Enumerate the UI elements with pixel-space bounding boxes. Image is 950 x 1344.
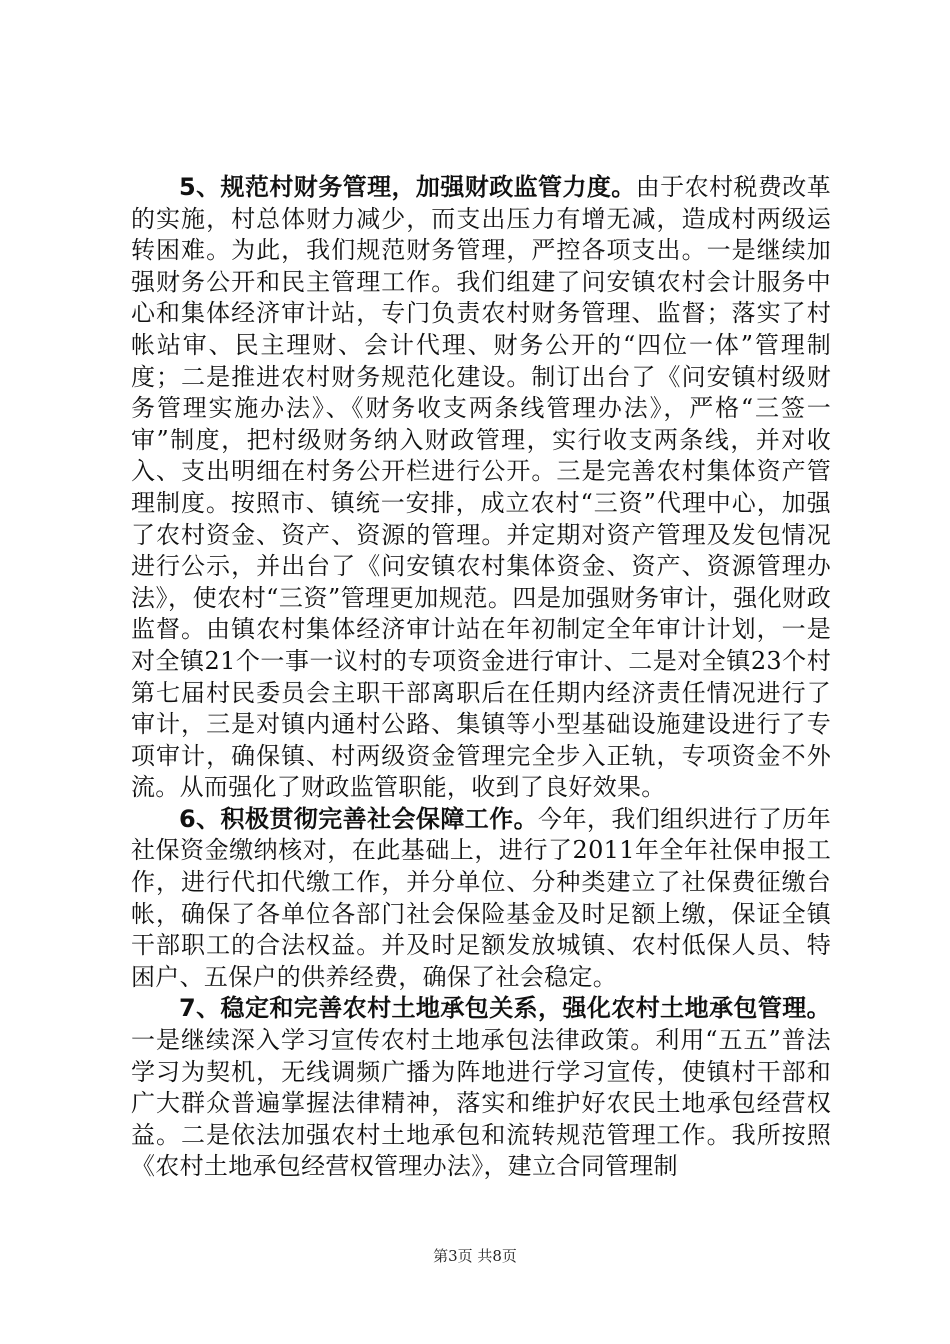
- paragraph-finance-management: [131, 172, 831, 804]
- paragraph-heading: 6、积极贯彻完善社会保障工作。: [179, 804, 539, 833]
- paragraph-text: 由于农村税费改革的实施，村总体财力减少，而支出压力有增无减，造成村两级运转困难。为此，我们规范财务管理，严控各项支出。一是继续加强财务公开和民主管理工作。我们组建了问安镇农村会计服务中心和集体经济审计站，专门负责农村财务管理、监督；落实了村帐站审、民主理财、会计代理、财务公开的“四位一体”管理制度；二是推进农村财务规范化建设。制订出台了《问安镇村级财务管理实施办法》、《财务收支两条线管理办法》，严格“三签一审”制度，把村级财务纳入财政管理，实行收支两条线，并对收入、支出明细在村务公开栏进行公开。三是完善农村集体资产管理制度。按照市、镇统一安排，成立农村“三资”代理中心，加强了农村资金、资产、资源的管理。并定期对资产管理及发包情况进行公示，并出台了《问安镇农村集体资金、资产、资源管理办法》，使农村“三资”管理更加规范。四是加强财务审计，强化财政监督。由镇农村集体经济审计站在年初制定全年审计计划，一是对全镇21个一事一议村的专项资金进行审计、二是对全镇23个村第七届村民委员会主职干部离职后在任期内经济责任情况进行了审计，三是对镇内通村公路、集镇等小型基础设施建设进行了专项审计，确保镇、村两级资金管理完全步入正轨，专项资金不外流。从而强化了财政监管职能，收到了良好效果。: [131, 173, 831, 802]
- document-body: [131, 172, 831, 1183]
- paragraph-text: 今年，我们组织进行了历年社保资金缴纳核对，在此基础上，进行了2011年全年社保申报工作，进行代扣代缴工作，并分单位、分种类建立了社保费征缴台帐，确保了各单位各部门社会保险基金及时足额上缴，保证全镇干部职工的合法权益。并及时足额发放城镇、农村低保人员、特困户、五保户的供养经费，确保了社会稳定。: [131, 804, 831, 991]
- paragraph-heading: 5、规范村财务管理，加强财政监管力度。: [179, 173, 636, 201]
- paragraph-social-security: [131, 804, 831, 994]
- paragraph-text: 一是继续深入学习宣传农村土地承包法律政策。利用“五五”普法学习为契机，无线调频广播为阵地进行学习宣传，使镇村干部和广大群众普遍掌握法律精神，落实和维护好农民土地承包经营权益。二是依法加强农村土地承包和流转规范管理工作。我所按照《农村土地承包经营权管理办法》，建立合同管理制: [131, 1026, 831, 1181]
- paragraph-land-contract: [131, 993, 831, 1183]
- paragraph-heading: 7、稳定和完善农村土地承包关系，强化农村土地承包管理。: [179, 994, 831, 1023]
- page-number-footer: 第3页 共8页: [433, 1247, 517, 1265]
